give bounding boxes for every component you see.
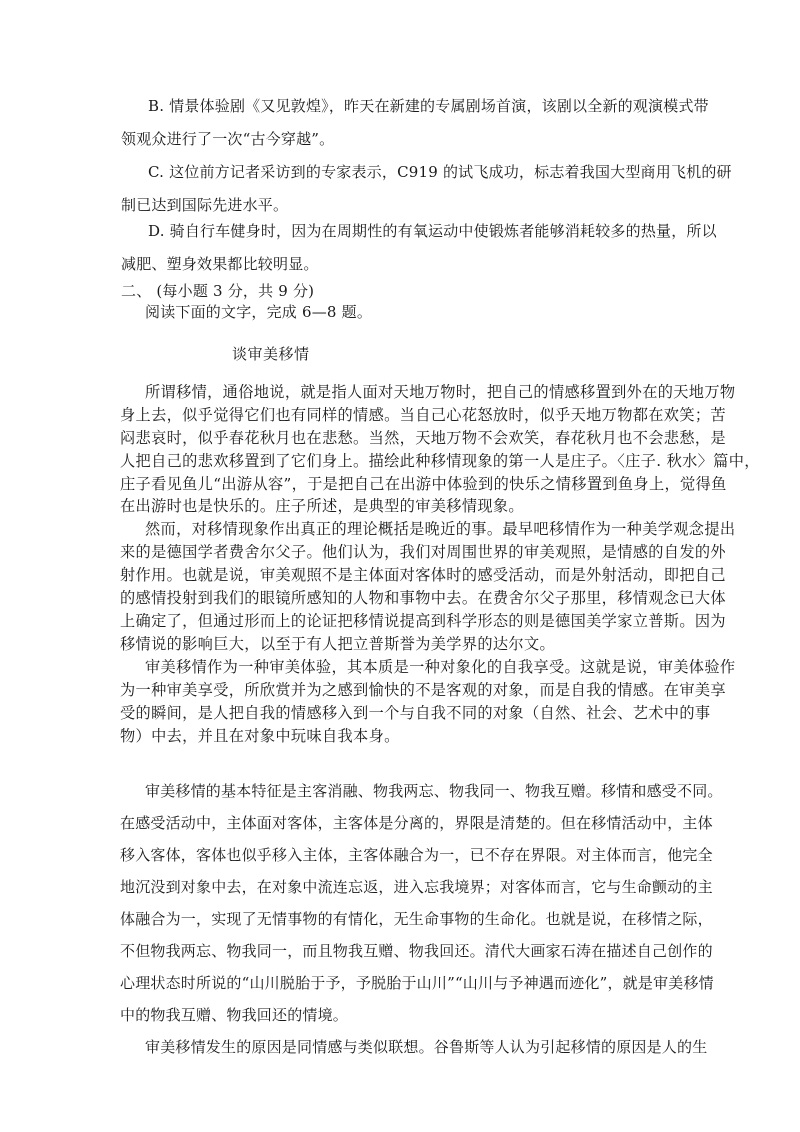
option-b-line-2: 领观众进行了一次“古今穿越”。 [121,130,335,148]
article-title: 谈审美移情 [232,345,310,363]
paragraph-line: 然而，对移情现象作出真正的理论概括是晚近的事。最早吧移情作为一种美学观念提出 [145,520,736,538]
paragraph-line: 移入客体，客体也似乎移入主体，主客体融合为一，已不存在界限。对主体而言，他完全 [120,846,713,864]
paragraph-line: 受的瞬间，是人把自我的情感移入到一个与自我不同的对象（自然、社会、艺术中的事 [120,704,711,722]
option-b-line-1: B. 情景体验剧《又见敦煌》，昨天在新建的专属剧场首演，该剧以全新的观演模式带 [148,97,709,115]
paragraph-line: 地沉没到对象中去，在对象中流连忘返，进入忘我境界；对客体而言，它与生命颤动的主 [120,878,713,896]
paragraph-line: 来的是德国学者费舍尔父子。他们认为，我们对周围世界的审美观照，是情感的自发的外 [120,543,726,561]
paragraph-line: 中的物我互赠、物我回还的情境。 [120,1006,349,1024]
paragraph-line: 身上去，似乎觉得它们也有同样的情感。当自己心花怒放时，似乎天地万物都在欢笑；苦 [120,406,726,424]
paragraph-line: 审美移情发生的原因是同情感与类似联想。谷鲁斯等人认为引起移情的原因是人的生 [145,1038,708,1056]
paragraph-line: 的感情投射到我们的眼镜所感知的人物和事物中去。在费舍尔父子那里，移情观念已大体 [120,589,726,607]
paragraph-line: 在出游时也是快乐的。庄子所述，是典型的审美移情现象。 [120,497,524,515]
paragraph-line: 不但物我两忘、物我同一，而且物我互赠、物我回还。清代大画家石涛在描述自己创作的 [120,942,713,960]
option-d-line-1: D. 骑自行车健身时，因为在周期性的有氧运动中使锻炼者能够消耗较多的热量，所以 [148,222,717,240]
option-d-line-2: 减肥、塑身效果都比较明显。 [121,255,319,273]
paragraph-line: 在感受活动中，主体面对客体，主客体是分离的，界限是清楚的。但在移情活动中，主体 [120,814,713,832]
option-c-line-2: 制已达到国际先进水平。 [121,196,289,214]
paragraph-line: 为一种审美享受，所欣赏并为之感到愉快的不是客观的对象，而是自我的情感。在审美享 [120,681,726,699]
paragraph-line: 移情说的影响巨大，以至于有人把立普斯誉为美学界的达尔文。 [120,635,556,653]
paragraph-line: 体融合为一，实现了无情事物的有情化，无生命事物的生命化。也就是说，在移情之际， [120,910,713,928]
paragraph-line: 闷悲哀时，似乎春花秋月也在悲愁。当然，天地万物不会欢笑，春花秋月也不会悲愁，是 [120,429,726,447]
paragraph-line: 物）中去，并且在对象中玩味自我本身。 [120,727,400,745]
paragraph-line: 所谓移情，通俗地说，就是指人面对天地万物时，把自己的情感移置到外在的天地万物 [145,383,736,401]
section-heading: 二、 (每小题 3 分，共 9 分) [121,282,315,300]
paragraph-line: 审美移情作为一种审美体验，其本质是一种对象化的自我享受。这就是说，审美体验作 [145,658,736,676]
paragraph-line: 审美移情的基本特征是主客消融、物我两忘、物我同一、物我互赠。移情和感受不同。 [145,782,723,800]
paragraph-line: 心理状态时所说的“山川脱胎于予，予脱胎于山川”“山川与予神遇而迹化”，就是审美移情 [120,974,714,992]
paragraph-line: 人把自己的悲欢移置到了它们身上。描绘此种移情现象的第一人是庄子。〈庄子. 秋水〉篇中， [120,452,760,470]
paragraph-line: 射作用。也就是说，审美观照不是主体面对客体时的感受活动，而是外射活动，即把自己 [120,566,726,584]
paragraph-line: 庄子看见鱼儿“出游从容”，于是把自己在出游中体验到的快乐之情移置到鱼身上，觉得鱼 [120,475,727,493]
paragraph-line: 上确定了，但通过形而上的论证把移情说提高到科学形态的则是德国美学家立普斯。因为 [120,612,726,630]
section-instruction: 阅读下面的文字，完成 6—8 题。 [145,303,373,321]
option-c-line-1: C. 这位前方记者采访到的专家表示，C919 的试飞成功，标志着我国大型商用飞机的研 [148,163,732,181]
